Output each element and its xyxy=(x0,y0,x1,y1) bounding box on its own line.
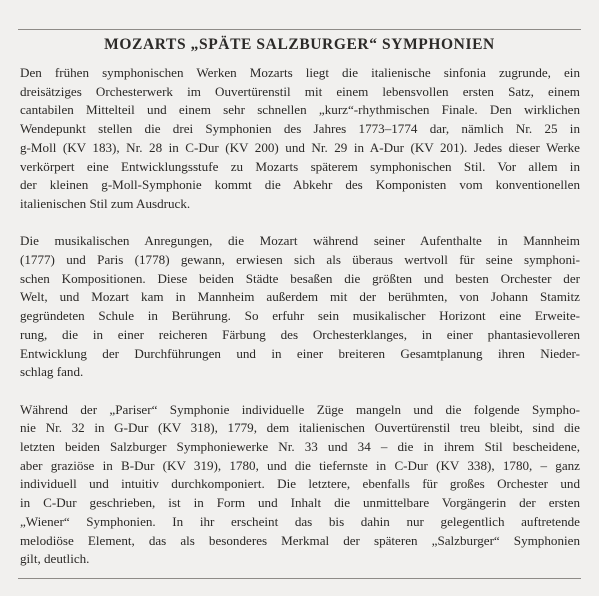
text-line: cantabilen Mittelteil und einem sehr schnellen „kurz“-rhythmischen Finale. Den wirklichen xyxy=(20,102,580,118)
text-line: der kleinen g-Moll-Symphonie kommt die Abkehr des Komponisten vom konventionellen xyxy=(20,177,580,193)
page-title: MOZARTS „SPÄTE SALZBURGER“ SYMPHONIEN xyxy=(104,36,495,53)
text-line: schlag fand. xyxy=(20,364,84,380)
text-line: melodiöse Element, das als besonderes Merkmal der späteren „Salzburger“ Symphonien xyxy=(20,532,580,548)
text-line: g-Moll (KV 183), Nr. 28 in C-Dur (KV 200) und Nr. 29 in A-Dur (KV 201). Jedes dieser Werke xyxy=(20,139,580,155)
text-line: letzten beiden Salzburger Symphoniewerke Nr. 33 und 34 – die in ihrem Stil bescheidene, xyxy=(20,439,580,455)
bottom-rule xyxy=(18,578,581,579)
text-line: aber graziöse in B-Dur (KV 319), 1780, und die tiefernste in C-Dur (KV 338), 1780, – ganz xyxy=(20,457,580,473)
text-line: gilt, deutlich. xyxy=(20,551,90,567)
text-line: individuell und intuitiv durchkomponiert. Die letztere, ebenfalls für großes Orchester und xyxy=(20,476,580,492)
text-line: italienischen Stil zum Ausdruck. xyxy=(20,195,191,211)
text-line: nie Nr. 32 in G-Dur (KV 318), 1779, dem italienischen Ouvertürenstil treu bleibt, sind die xyxy=(20,420,580,436)
text-line: gegründeten Schule in Berührung. So erfuhr sein musikalischer Horizont eine Erweite- xyxy=(20,308,580,324)
paragraph-3 xyxy=(20,401,580,569)
text-line: Welt, und Mozart kam in Mannheim außerdem mit der berühmten, von Johann Stamitz xyxy=(20,289,580,305)
paragraph-1 xyxy=(20,64,580,214)
text-line: „Wiener“ Symphonien. In ihr erscheint das bis dahin nur gelegentlich auftretende xyxy=(20,513,580,529)
text-line: (1777) und Paris (1778) gewann, erwiesen sich als überaus wertvoll für seine symphoni- xyxy=(20,252,580,268)
text-line: Entwicklung der Durchführungen und in einer breiteren Gesamtplanung ihren Nieder- xyxy=(20,345,580,361)
text-line: in C-Dur geschrieben, ist in Form und Inhalt die unmittelbare Vorgängerin der ersten xyxy=(20,495,580,511)
paragraph-2 xyxy=(20,232,580,382)
text-line: Die musikalischen Anregungen, die Mozart während seiner Aufenthalte in Mannheim xyxy=(20,233,580,249)
text-line: Wendepunkt stellen die drei Symphonien des Jahres 1773–1774 dar, nämlich Nr. 25 in xyxy=(20,121,580,137)
text-line: dreisätziges Orchesterwerk im Ouvertürenstil mit einem lebensvollen ersten Satz, einem xyxy=(20,83,580,99)
top-rule xyxy=(18,29,581,30)
body-text xyxy=(20,64,580,569)
text-line: rung, die in einer reicheren Färbung des Orchesterklanges, in einer phantasievolleren xyxy=(20,326,580,342)
text-line: Den frühen symphonischen Werken Mozarts liegt die italienische sinfonia zugrunde, ein xyxy=(20,65,580,80)
text-line: verkörpert eine Entwicklungsstufe zu Mozarts späterem symphonischen Stil. Vor allem in xyxy=(20,158,580,174)
text-line: Während der „Pariser“ Symphonie individuelle Züge mangeln und die folgende Sympho- xyxy=(20,401,580,417)
text-line: schen Kompositionen. Diese beiden Städte besaßen die größten und besten Orchester der xyxy=(20,270,580,286)
